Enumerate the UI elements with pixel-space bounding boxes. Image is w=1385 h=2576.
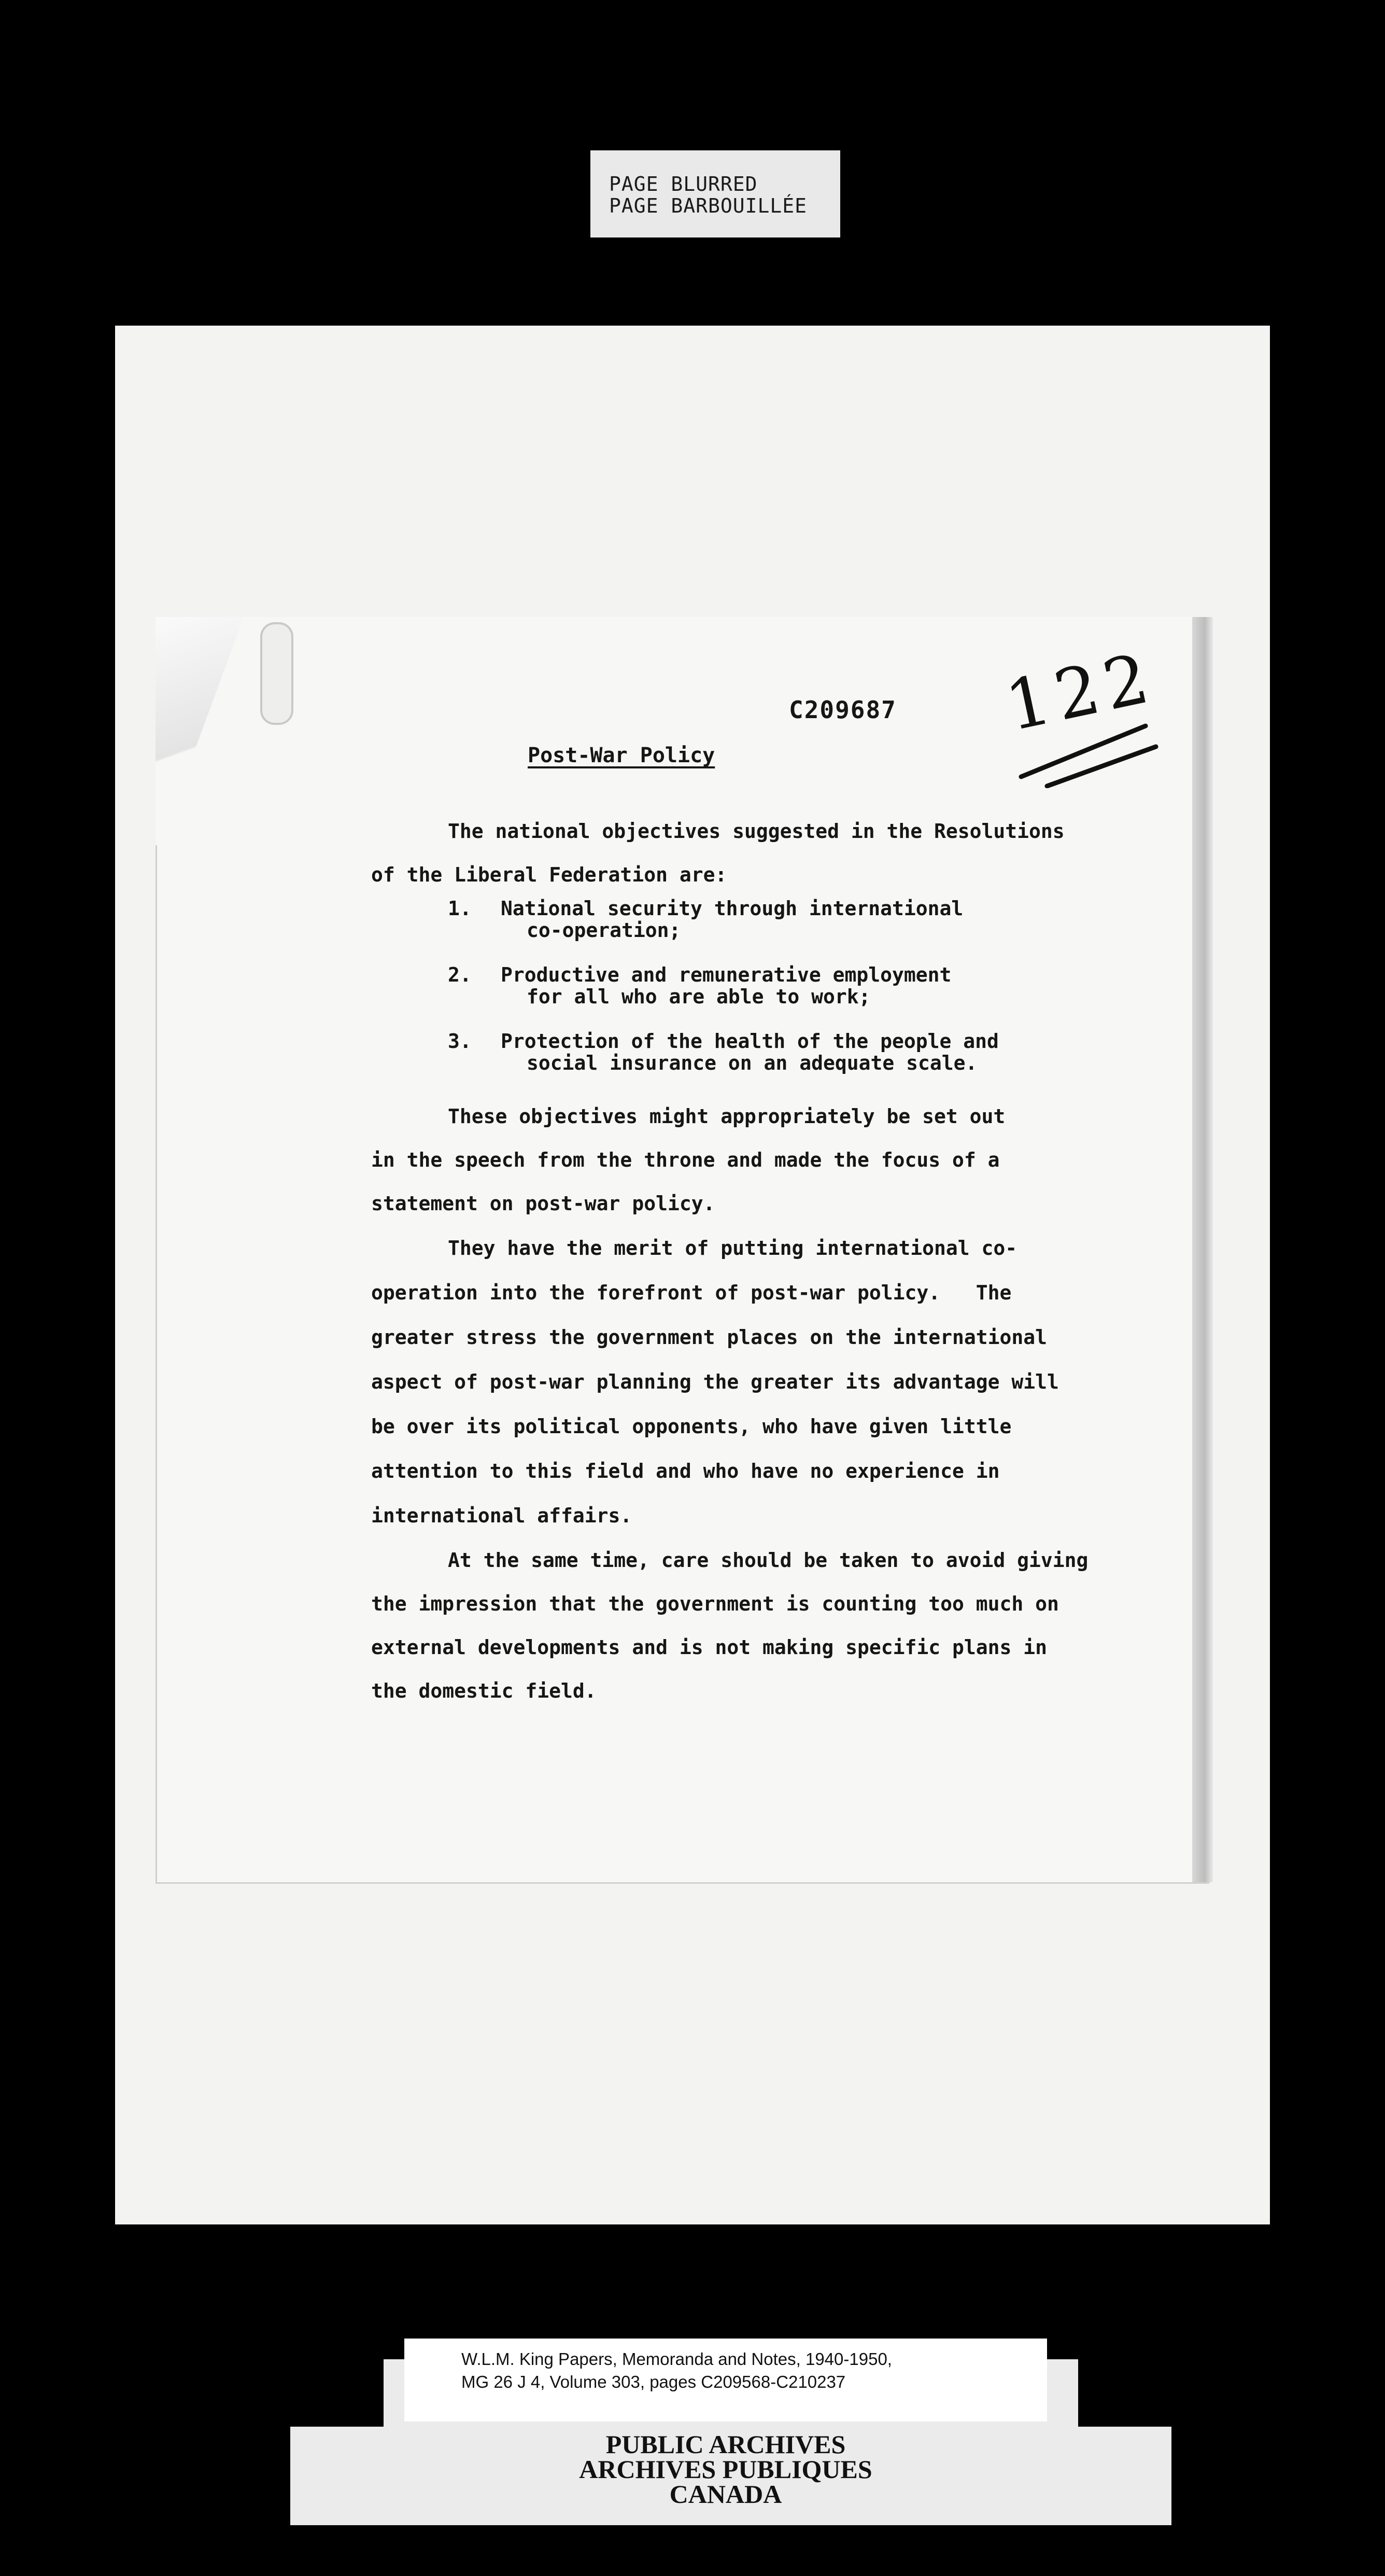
objective-2-line-2: for all who are able to work;: [527, 985, 871, 1008]
footer-cutout-left: [290, 2359, 384, 2427]
paragraph-2-line-2: in the speech from the throne and made the focus of a: [371, 1149, 1000, 1171]
objective-number-3: 3.: [448, 1030, 472, 1053]
paragraph-3-line-1: They have the merit of putting international co-: [448, 1237, 1017, 1259]
archives-stamp: [404, 2432, 1047, 2507]
objective-1-line-1: National security through international: [501, 897, 964, 920]
footer-cutout-right: [1078, 2359, 1171, 2427]
paragraph-3-line-6: attention to this field and who have no experience in: [371, 1460, 1000, 1482]
paragraph-4-line-3: external developments and is not making specific plans in: [371, 1636, 1048, 1659]
archives-line-1: PUBLIC ARCHIVES: [605, 2430, 846, 2459]
paragraph-3-line-3: greater stress the government places on the international: [371, 1326, 1048, 1349]
handwritten-strokes: [1011, 716, 1166, 788]
objective-3-line-2: social insurance on an adequate scale.: [527, 1052, 978, 1074]
paragraph-4-line-4: the domestic field.: [371, 1679, 597, 1702]
archives-line-2: ARCHIVES PUBLIQUES: [579, 2455, 872, 2484]
paragraph-2-line-3: statement on post-war policy.: [371, 1192, 715, 1215]
page-edge-shadow: [1192, 617, 1213, 1882]
citation-line-1: W.L.M. King Papers, Memoranda and Notes, 1940-1950,: [461, 2349, 892, 2369]
document-title: Post-War Policy: [528, 744, 715, 767]
paper-clip-icon: [260, 622, 293, 725]
page-blurred-label-fr: PAGE BARBOUILLÉE: [609, 194, 808, 217]
page-blurred-label-en: PAGE BLURRED: [609, 173, 758, 195]
document-number: C209687: [789, 696, 897, 724]
objective-number-2: 2.: [448, 963, 472, 986]
citation-card: [404, 2339, 1047, 2421]
paragraph-4-line-1: At the same time, care should be taken to avoid giving: [448, 1549, 1089, 1572]
objective-3-line-1: Protection of the health of the people and: [501, 1030, 999, 1053]
intro-line-1: The national objectives suggested in the Resolutions: [448, 820, 1065, 843]
paragraph-3-line-4: aspect of post-war planning the greater its advantage will: [371, 1370, 1059, 1393]
objective-2-line-1: Productive and remunerative employment: [501, 963, 952, 986]
objective-1-line-2: co-operation;: [527, 919, 681, 942]
citation-line-2: MG 26 J 4, Volume 303, pages C209568-C210237: [461, 2372, 846, 2391]
archives-line-3: CANADA: [669, 2480, 782, 2509]
intro-line-2: of the Liberal Federation are:: [371, 863, 727, 886]
handwritten-page-number: 122: [999, 637, 1162, 747]
paragraph-3-line-5: be over its political opponents, who have given little: [371, 1415, 1012, 1438]
objective-number-1: 1.: [448, 897, 472, 920]
paragraph-3-line-7: international affairs.: [371, 1504, 632, 1527]
paragraph-3-line-2: operation into the forefront of post-war policy. The: [371, 1281, 1012, 1304]
paragraph-4-line-2: the impression that the government is counting too much on: [371, 1592, 1059, 1615]
page-blurred-label: [590, 150, 840, 237]
paragraph-2-line-1: These objectives might appropriately be set out: [448, 1105, 1006, 1128]
